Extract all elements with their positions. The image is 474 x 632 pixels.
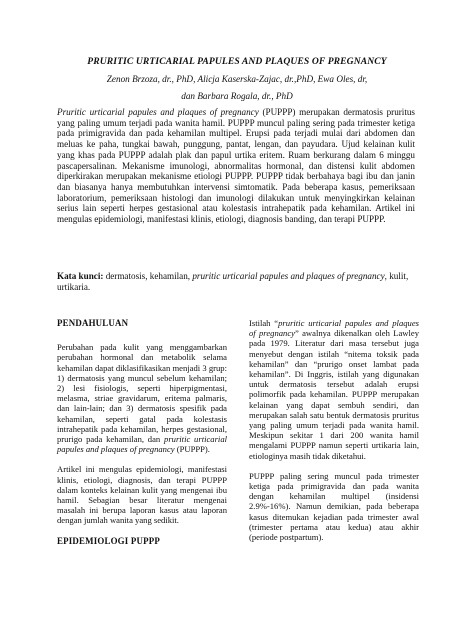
keywords-label: Kata kunci: (57, 271, 104, 281)
r1-text: ” awalnya dikenalkan oleh Lawley pada 1979. Literatur dari masa tersebut juga menyebut dengan istilah “nitema toksik pada kehamilan” dan “prurigo onset lambat pada kehamilan”. Di Inggris, istilah yang digunakan untuk dermatosis tersebut adalah erupsi polimorfik pada kehamilan. PUPPP merupakan kelainan yang dapat sembuh sendiri, dan merupakan salah satu bentuk dermatosis pruritus yang paling umum terjadi pada wanita hamil. Meskipun sekitar 1 dari 200 wanita hamil mengalami PUPPP namun seperti urtikaria lain, etiologinya masih tidak diketahui. (249, 328, 419, 461)
p1-text: Perubahan pada kulit yang menggambarkan perubahan hormonal dan metabolik selama kehamilan dapat diklasifikasikan menjadi 3 grup: 1) dermatosis yang muncul sebelum kehamilan; 2) lesi fisiologis, seperti hiperpigmentasi, melasma, striae gravidarum, eritema palmaris, dan lain-lain; dan 3) dermatosis spesifik pada kehamilan, seperti gatal pada kolestasis intrahepatik pada kehamilan, herpes gestasional, prurigo pada kehamilan, dan (57, 342, 227, 445)
keywords (57, 271, 415, 292)
section-heading-pendahuluan: PENDAHULUAN (57, 318, 129, 328)
left-column (57, 318, 227, 546)
pendahuluan-paragraph-2: Artikel ini mengulas epidemiologi, manifestasi klinis, etiologi, diagnosis, dan terapi PUPPP dalam konteks kelainan kulit yang mengenai ibu hamil. Sebagian besar literatur mengenai masalah ini berupa laporan kasus atau laporan dengan jumlah wanita yang sedikit. (57, 464, 227, 526)
r1-start: Istilah “ (249, 318, 279, 328)
p1-end: (PUPPP). (174, 444, 210, 455)
abstract-text: (PUPPP) merupakan dermatosis pruritus yang paling umum terjadi pada wanita hamil. PUPPP muncul paling sering pada trimester ketiga pada primigravida dan pada kehamilan multipel. Erupsi pada terjadi mulai dari abdomen dan meluas ke paha, tungkai bawah, punggung, pantat, lengan, dan payudara. Ujud kelainan kulit yang khas pada PUPPP adalah plak dan papul urtika eritem. Ruam berkurang dalam 6 minggu pascapersalinan. Mekanisme imunologi, abnormalitas hormonal, dan distensi kulit abdomen diperkirakan merupakan mekanisme etiologi PUPPP. PUPPP tidak berbahaya bagi ibu dan janin dan biasanya hanya membutuhkan intervensi simtomatik. Pada beberapa kasus, pemeriksaan laboratorium, pemeriksaan histologi dan imunologi dilakukan untuk menyingkirkan kelainan serius lain seperti herpes gestasional atau kolestasis intrahepatik pada kehamilan. Artikel ini mengulas epidemiologi, manifestasi klinis, etiologi, diagnosis banding, dan terapi PUPPP. (57, 107, 415, 225)
keywords-end: , kulit, urtikaria. (57, 271, 409, 292)
r1-italic: pruritic urticarial papules and plaques of pregnancy (249, 318, 419, 339)
authors-line-1: Zenon Brzoza, dr., PhD, Alicja Kaserska-Zajac, dr.,PhD, Ewa Oles, dr, (106, 74, 368, 84)
p1-italic: pruritic urticarial papules and plaques of pregnancy (57, 434, 228, 455)
paper-title: PRURITIC URTICARIAL PAPULES AND PLAQUES OF PREGNANCY (87, 56, 387, 67)
right-paragraph-1 (249, 318, 419, 461)
keywords-text: dermatosis, kehamilan, (103, 271, 193, 281)
abstract (57, 107, 415, 225)
right-column (249, 318, 419, 542)
abstract-term: Pruritic urticarial papules and plaques of pregnancy (57, 107, 259, 117)
keywords-italic: pruritic urticarial papules and plaques of pregnancy (192, 271, 385, 281)
pendahuluan-paragraph-1 (57, 342, 227, 454)
authors-line-2: dan Barbara Rogala, dr., PhD (181, 91, 293, 101)
right-paragraph-2: PUPPP paling sering muncul pada trimester ketiga pada primigravida dan pada wanita dengan kehamilan multipel (insidensi 2.9%-16%). Namun demikian, pada beberapa kasus ditemukan kejadian pada trimester awal (trimester pertama atau kedua) atau akhir (periode postpartum). (249, 470, 419, 543)
section-heading-epidemiologi: EPIDEMIOLOGI PUPPP (57, 535, 160, 546)
